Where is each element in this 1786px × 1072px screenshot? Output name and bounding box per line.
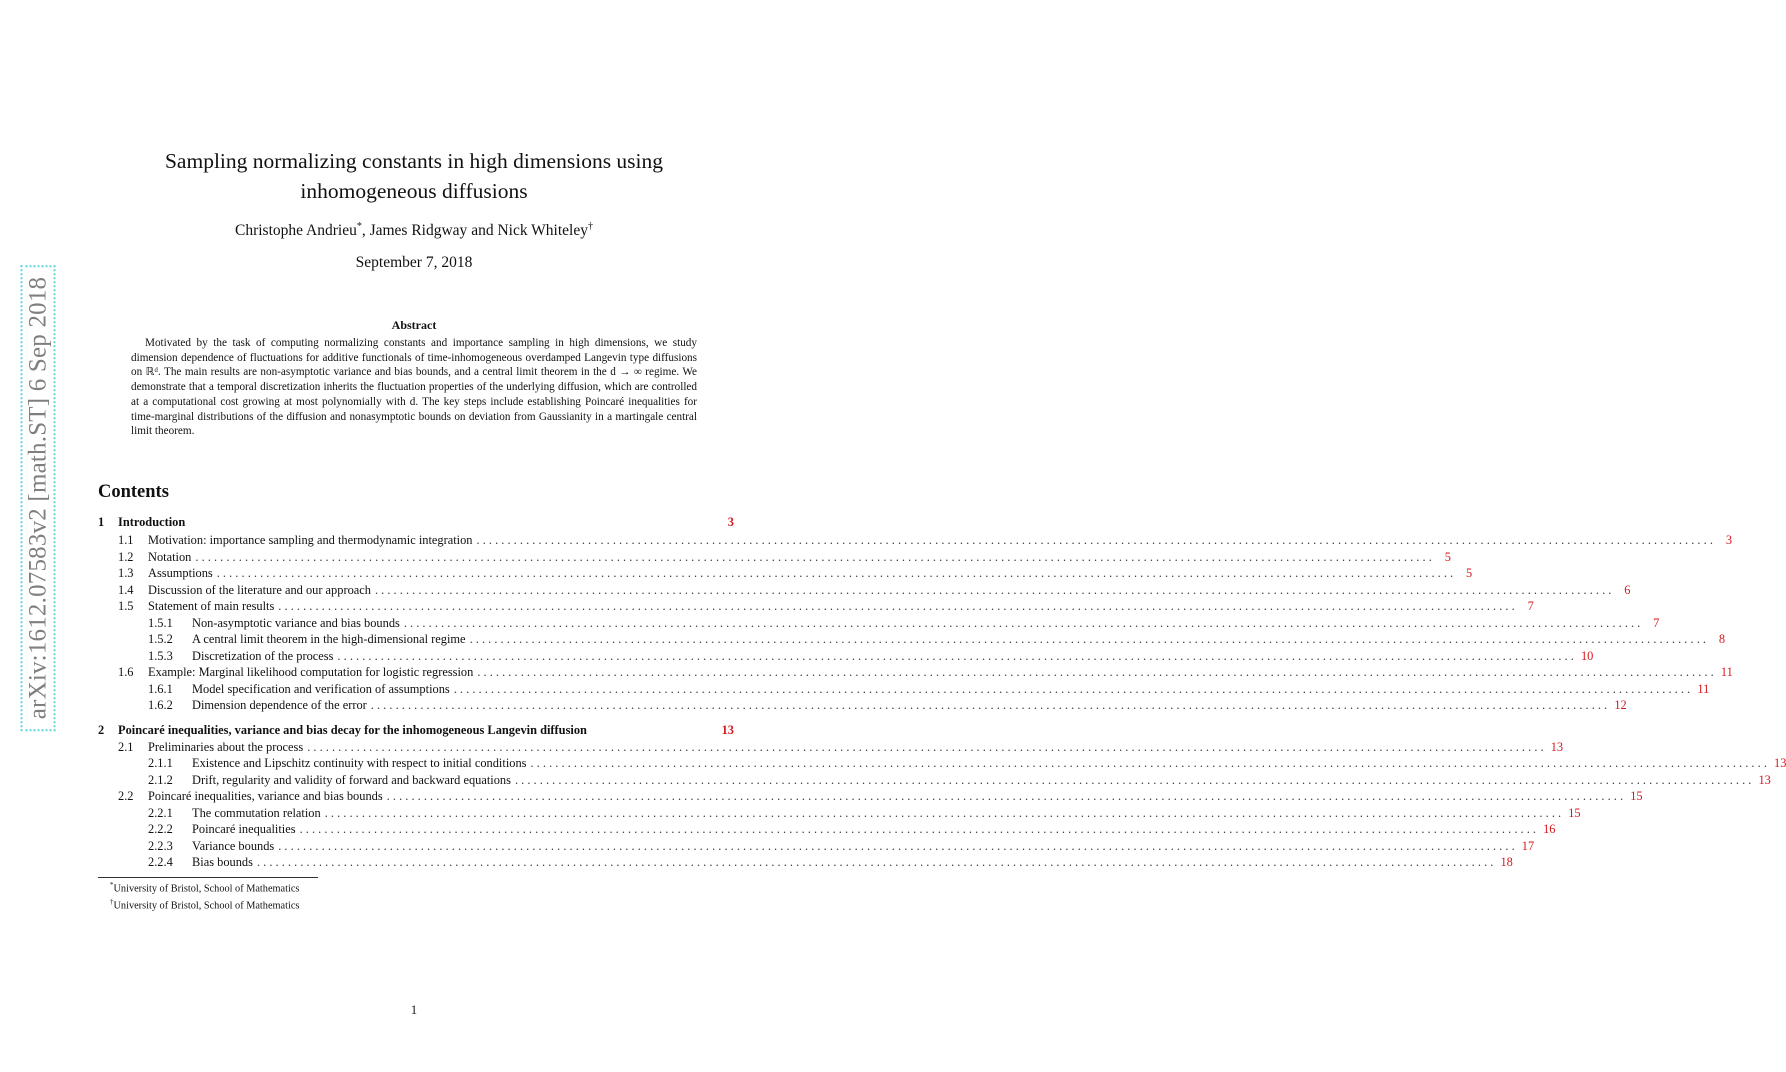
toc-entry[interactable] bbox=[98, 648, 1594, 665]
toc-section-title[interactable]: Poincaré inequalities, variance and bias decay for the inhomogeneous Langevin diffusion bbox=[118, 723, 587, 737]
toc-page-link[interactable]: 7 bbox=[1527, 599, 1534, 613]
toc-page-link[interactable]: 5 bbox=[1466, 566, 1473, 580]
toc-page-link[interactable]: 13 bbox=[1550, 739, 1564, 754]
toc-entry[interactable] bbox=[98, 566, 1473, 582]
toc-entry[interactable] bbox=[98, 772, 1771, 789]
toc-entry[interactable] bbox=[98, 855, 1513, 871]
toc-entry[interactable] bbox=[98, 599, 1534, 615]
toc-leader-dots: ........................................................................................................................................................................................................ bbox=[514, 772, 1755, 787]
toc-section-title[interactable]: Preliminaries about the process bbox=[148, 739, 304, 754]
toc-section-title[interactable]: Notation bbox=[148, 549, 192, 564]
toc-leader-dots: ........................................................................................................................................................................................................ bbox=[324, 805, 1565, 820]
toc-page-link[interactable]: 3 bbox=[727, 515, 734, 529]
toc-section-number: 1.4 bbox=[118, 582, 134, 597]
toc-entry[interactable] bbox=[98, 582, 1631, 599]
toc-leader-dots: ........................................................................................................................................................................................................ bbox=[337, 648, 1577, 663]
toc-entry[interactable] bbox=[98, 515, 734, 531]
toc-section-title[interactable]: Non-asymptotic variance and bias bounds bbox=[192, 615, 400, 630]
abstract-text: Motivated by the task of computing normalizing constants and importance sampling in high dimensions, we study dimension dependence of fluctuations for additive functionals of time-inhomogeneous overdamped Langevin type diffusions on ℝᵈ. The main results are non-asymptotic variance and bias bounds, and a central limit theorem in the d → ∞ regime. We demonstrate that a temporal discretization inherits the fluctuation properties of the underlying diffusion, which are controlled at a computational cost growing at most polynomially with d. The key steps include establishing Poincaré inequalities for time-marginal distributions of the diffusion and nonasymptotic bounds on deviation from Gaussianity in a martingale central limit theorem. bbox=[131, 337, 697, 438]
toc-page-link[interactable]: 6 bbox=[1624, 582, 1631, 597]
toc-section-title[interactable]: Discretization of the process bbox=[192, 648, 334, 663]
toc-page-link[interactable]: 11 bbox=[1720, 665, 1733, 679]
toc-page-link[interactable]: 8 bbox=[1718, 632, 1726, 646]
toc-section-number: 2.1.1 bbox=[148, 756, 173, 770]
toc-section-title[interactable]: Drift, regularity and validity of forward and backward equations bbox=[192, 772, 511, 787]
toc-section-number: 2.2.4 bbox=[148, 855, 173, 869]
toc-section-title[interactable]: Bias bounds bbox=[192, 855, 253, 869]
toc-section-title[interactable]: Motivation: importance sampling and thermodynamic integration bbox=[148, 533, 473, 547]
toc-section-number: 1.5.2 bbox=[148, 632, 173, 646]
footnote bbox=[110, 896, 299, 913]
toc-section-number: 1.5 bbox=[118, 599, 134, 613]
paper-date: September 7, 2018 bbox=[355, 254, 473, 271]
toc-page-link[interactable]: 13 bbox=[1774, 756, 1786, 770]
toc-entry[interactable] bbox=[98, 838, 1535, 855]
toc-page-link[interactable]: 12 bbox=[1614, 698, 1627, 712]
toc-section-number: 1.1 bbox=[118, 533, 134, 547]
arxiv-stamp[interactable]: arXiv:1612.07583v2 [math.ST] 6 Sep 2018 bbox=[21, 265, 56, 731]
toc-entry[interactable] bbox=[98, 739, 1564, 756]
toc-section-number: 1.6.1 bbox=[148, 681, 173, 696]
toc-leader-dots: ........................................................................................................................................................................................................ bbox=[469, 632, 1710, 646]
toc-section-title[interactable]: Introduction bbox=[118, 515, 186, 529]
toc-leader-dots: ........................................................................................................................................................................................................ bbox=[453, 681, 1694, 696]
toc-leader-dots: ........................................................................................................................................................................................................ bbox=[216, 566, 1457, 580]
toc-page-link[interactable]: 3 bbox=[1725, 533, 1733, 547]
toc-page-link[interactable]: 11 bbox=[1697, 681, 1710, 696]
toc-section-number: 1.5.3 bbox=[148, 648, 173, 663]
author-separator: , bbox=[361, 222, 370, 240]
toc-entry[interactable] bbox=[98, 822, 1556, 838]
toc-section-number: 2.2 bbox=[118, 789, 134, 803]
toc-leader-dots: ........................................................................................................................................................................................................ bbox=[530, 756, 1771, 770]
toc-section-number: 2.2.3 bbox=[148, 838, 173, 853]
paper-title: Sampling normalizing constants in high dimensions using inhomogeneous diffusions bbox=[164, 149, 664, 203]
toc-page-link[interactable]: 13 bbox=[1758, 772, 1771, 787]
toc-entry[interactable] bbox=[98, 665, 1733, 681]
toc-leader-dots: ........................................................................................................................................................................................................ bbox=[374, 582, 1615, 597]
toc-section-title[interactable]: Poincaré inequalities bbox=[192, 822, 296, 836]
author-separator: and bbox=[467, 222, 498, 240]
footnote-mark: † bbox=[110, 897, 114, 906]
toc-leader-dots: ........................................................................................................................................................................................................ bbox=[477, 665, 1717, 679]
toc-entry[interactable] bbox=[98, 681, 1710, 698]
toc-entry[interactable] bbox=[98, 533, 1733, 549]
toc-section-number: 2.1.2 bbox=[148, 772, 173, 787]
toc-entry[interactable] bbox=[98, 723, 734, 739]
author-name: Christophe Andrieu bbox=[234, 222, 357, 240]
toc-section-number: 1.6.2 bbox=[148, 698, 173, 712]
toc-section-title[interactable]: A central limit theorem in the high-dimensional regime bbox=[192, 632, 466, 646]
footnote-mark[interactable]: * bbox=[356, 221, 362, 232]
toc-leader-dots: ........................................................................................................................................................................................................ bbox=[370, 698, 1611, 712]
toc-entry[interactable] bbox=[98, 756, 1786, 772]
toc-leader-dots: ........................................................................................................................................................................................................ bbox=[278, 838, 1518, 853]
footnote-mark[interactable]: † bbox=[588, 221, 593, 232]
toc-section-number: 2.1 bbox=[118, 739, 134, 754]
toc-entry[interactable] bbox=[98, 805, 1581, 822]
toc-section-number: 2.2.2 bbox=[148, 822, 173, 836]
toc-section-number: 1.6 bbox=[118, 665, 134, 679]
toc-section-title[interactable]: The commutation relation bbox=[192, 805, 321, 820]
toc-entry[interactable] bbox=[98, 615, 1660, 632]
toc-entry[interactable] bbox=[98, 789, 1643, 805]
toc-section-number: 1 bbox=[98, 515, 105, 529]
toc-section-title[interactable]: Dimension dependence of the error bbox=[192, 698, 367, 712]
contents-heading: Contents bbox=[98, 482, 169, 502]
toc-entry[interactable] bbox=[98, 632, 1726, 648]
toc-section-title[interactable]: Example: Marginal likelihood computation for logistic regression bbox=[148, 665, 474, 679]
toc-section-number: 2 bbox=[98, 723, 105, 737]
page-number: 1 bbox=[410, 1003, 418, 1017]
toc-leader-dots: ........................................................................................................................................................................................................ bbox=[403, 615, 1644, 630]
abstract-heading: Abstract bbox=[391, 318, 437, 332]
footnote-divider bbox=[98, 877, 318, 878]
footnote bbox=[110, 879, 299, 896]
toc-entry[interactable] bbox=[98, 549, 1451, 566]
toc-section-title[interactable]: Existence and Lipschitz continuity with respect to initial conditions bbox=[192, 756, 527, 770]
toc-section-number: 1.2 bbox=[118, 549, 134, 564]
toc-page-link[interactable]: 7 bbox=[1653, 615, 1660, 630]
footnote-text: University of Bristol, School of Mathematics bbox=[113, 883, 300, 895]
toc-section-number: 2.2.1 bbox=[148, 805, 173, 820]
toc-page-link[interactable]: 5 bbox=[1444, 549, 1451, 564]
footnotes bbox=[110, 879, 299, 913]
toc-entry[interactable] bbox=[98, 698, 1627, 714]
toc-page-link[interactable]: 16 bbox=[1543, 822, 1556, 836]
footnote-mark: * bbox=[110, 881, 114, 889]
toc-leader-dots: ........................................................................................................................................................................................................ bbox=[307, 739, 1547, 754]
toc-page-link[interactable]: 17 bbox=[1521, 838, 1535, 853]
author-name: James Ridgway bbox=[369, 222, 468, 240]
author-list bbox=[100, 221, 728, 240]
toc-section-title[interactable]: Variance bounds bbox=[192, 838, 275, 853]
toc-section-title[interactable]: Model specification and verification of assumptions bbox=[192, 681, 450, 696]
toc-leader-dots: ........................................................................................................................................................................................................ bbox=[476, 533, 1717, 547]
toc-leader-dots: ........................................................................................................................................................................................................ bbox=[278, 599, 1518, 613]
toc-section-title[interactable]: Assumptions bbox=[148, 566, 213, 580]
toc-leader-dots: ........................................................................................................................................................................................................ bbox=[299, 822, 1540, 836]
toc-section-title[interactable]: Statement of main results bbox=[148, 599, 275, 613]
toc-section-title[interactable]: Discussion of the literature and our approach bbox=[148, 582, 371, 597]
toc-leader-dots: ........................................................................................................................................................................................................ bbox=[195, 549, 1435, 564]
author-name: Nick Whiteley bbox=[497, 222, 588, 240]
toc-page-link[interactable]: 13 bbox=[721, 723, 734, 737]
toc-page-link[interactable]: 10 bbox=[1580, 648, 1594, 663]
toc-leader-dots: ........................................................................................................................................................................................................ bbox=[256, 855, 1497, 869]
toc-section-title[interactable]: Poincaré inequalities, variance and bias bounds bbox=[148, 789, 383, 803]
footnote-text: University of Bristol, School of Mathematics bbox=[113, 900, 300, 912]
toc-page-link[interactable]: 15 bbox=[1568, 805, 1581, 820]
toc-section-number: 1.5.1 bbox=[148, 615, 173, 630]
toc-section-number: 1.3 bbox=[118, 566, 134, 580]
toc-page-link[interactable]: 15 bbox=[1630, 789, 1643, 803]
toc-page-link[interactable]: 18 bbox=[1500, 855, 1513, 869]
toc-leader-dots: ........................................................................................................................................................................................................ bbox=[386, 789, 1627, 803]
